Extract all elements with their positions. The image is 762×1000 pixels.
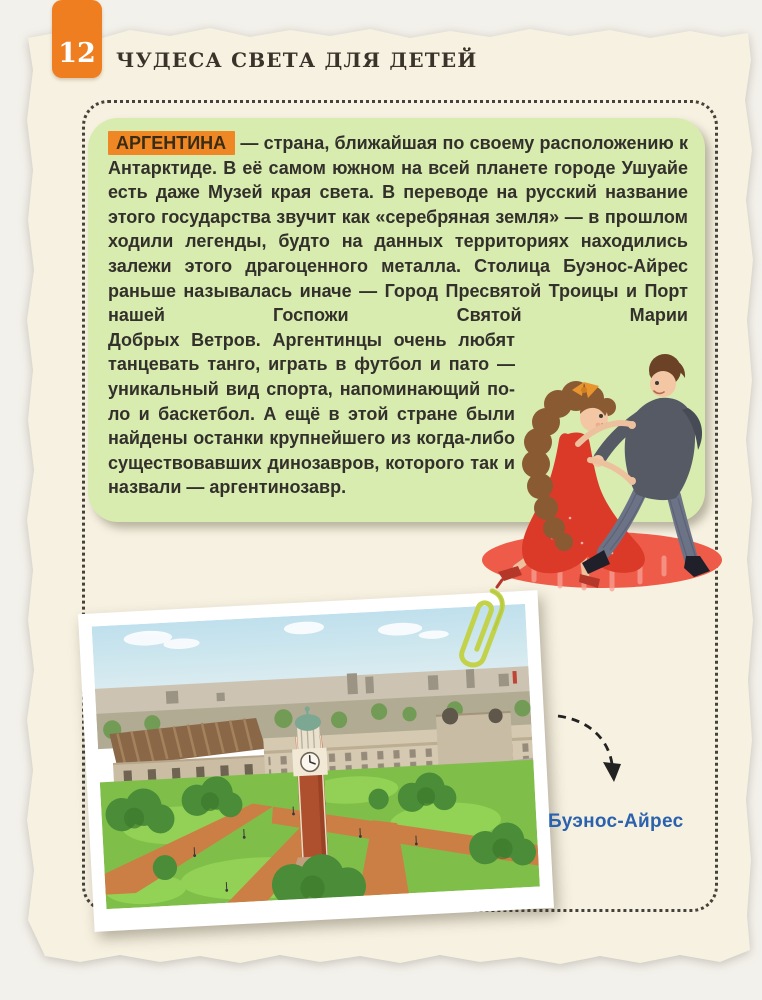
page-title: ЧУДЕСА СВЕТА ДЛЯ ДЕТЕЙ [116,48,478,72]
article-text-1: — страна, ближайшая по своему расположению к Антарктиде. В её самом южном на всей планете городе Ушуайе есть даже Музей края света. В переводе на русский название этого государства звучит как «серебряная земля» — в прошлом ходили легенды, будто на данных территориях находились залежи этого драгоценного металла. Столица Буэнос-Айрес раньше называлась иначе — Город Пресвятой Троицы и Порт нашей Госпожи Святой Марии [108,133,688,326]
term-highlight: АРГЕНТИНА [108,131,235,155]
article-text-2: Добрых Ветров. Аргентинцы очень любят танцевать танго, играть в футбол и пато — уникальный вид спорта, напоминающий поло и баскетбол. А ещё в этой стране были найдены останки крупнейшего из когда-либо существовавших динозавров, которого так и назвали — аргентинозавр. [108,329,515,498]
tango-dancers-icon [452,328,737,596]
page-number-tab [52,0,102,78]
photo-caption: Буэнос-Айрес [548,811,684,832]
page-number: 12 [58,38,96,69]
dashed-arrow-icon [552,704,636,788]
article-paragraph-1 [108,131,688,328]
